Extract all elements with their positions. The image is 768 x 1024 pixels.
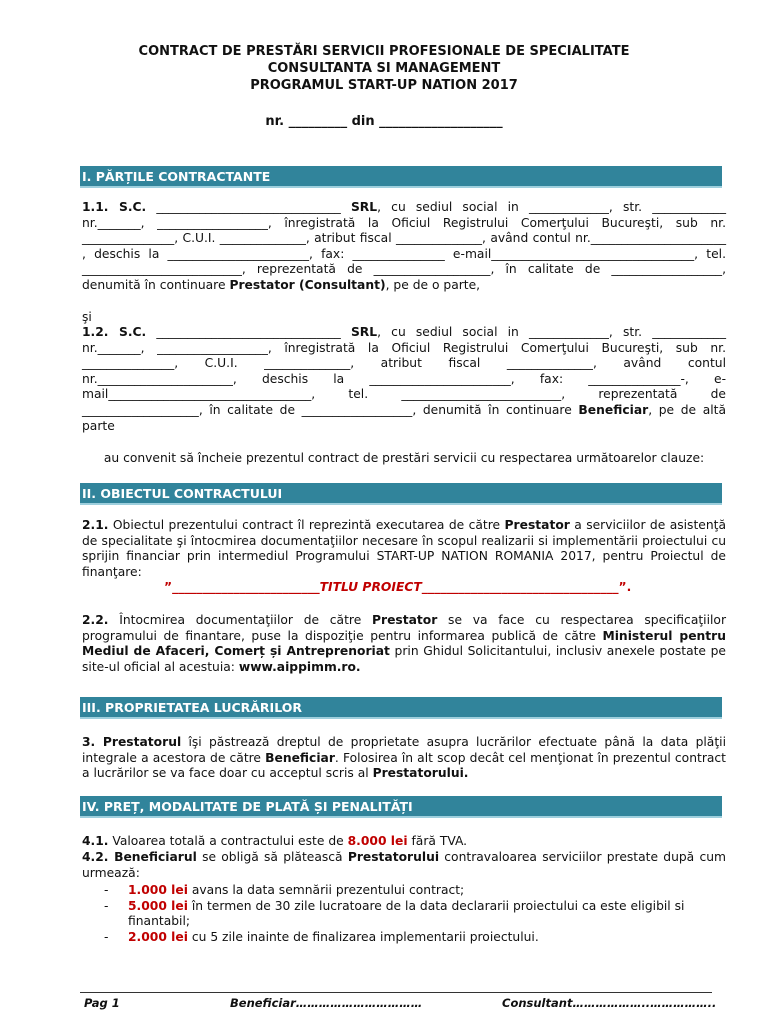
- clause-2-2-ministry: Ministerul pentru Mediul de Afaceri, Comerț și Antreprenoriat: [82, 628, 726, 659]
- section-heading-ownership: III. PROPRIETATEA LUCRĂRILOR: [80, 697, 722, 719]
- clause-3-text-a: îşi păstrează dreptul de proprietate asupra lucrărilor efectuate până la data plăţii integrale a acestora de către: [82, 735, 726, 765]
- installment-dash: -: [104, 883, 109, 897]
- footer-page-number: Pag 1: [84, 996, 120, 1010]
- clause-4-2-number: 4.2.: [82, 850, 109, 864]
- clause-2-2-website: www.aippimm.ro.: [238, 659, 361, 674]
- clause-3-prestatorul: Prestatorul: [95, 735, 182, 749]
- party-1-role: Prestator (Consultant): [229, 277, 386, 292]
- installment-description: avans la data semnării prezentului contract;: [187, 883, 465, 897]
- party-1-number: 1.1. S.C.: [82, 200, 147, 214]
- project-title-line: [164, 580, 724, 596]
- list-item: [104, 930, 724, 946]
- clause-2-1-number: 2.1.: [82, 518, 109, 532]
- party-2-name-blank: ______________________________: [146, 325, 351, 339]
- clause-2-1: [82, 518, 726, 580]
- project-title-placeholder: TITLU PROIECT: [319, 580, 422, 594]
- installment-description: cu 5 zile inainte de finalizarea implementarii proiectului.: [187, 929, 539, 944]
- party-1-end: , pe de o parte,: [385, 277, 481, 292]
- party-1-details: , cu sediul social in _____________, str. ____________ nr._______, __________________, înregistrată la Oficiul Registrului Comerţului Bucureşti, sub nr. _______________, C.U.I. ______________, atribut fiscal ______________, având contul nr.______________________ , deschis la _______________________, fax: _______________ e-mail_________________________________, tel. __________________________, reprezentată de ___________________, în calitate de __________________, denumită în continuare: [82, 200, 726, 292]
- section-heading-parties: I. PĂRȚILE CONTRACTANTE: [80, 166, 722, 188]
- clause-2-2-text-b: se va face cu respectarea specificaţiilor programului de finantare, puse la dispoziţie pentru informarea publică de către: [82, 613, 727, 643]
- contract-total-value: 8.000 lei: [347, 834, 408, 848]
- installment-list: [104, 883, 724, 945]
- contract-title-line-3: PROGRAMUL START-UP NATION 2017: [250, 78, 518, 93]
- clause-2-1-text-a: Obiectul prezentului contract îl reprezintă executarea de către: [108, 518, 505, 532]
- list-item: [104, 883, 724, 899]
- party-2-end: , pe de altă parte: [82, 402, 727, 433]
- clause-2-1-prestator: Prestator: [504, 518, 570, 532]
- clause-4-1: [82, 834, 726, 850]
- installment-dash: -: [104, 929, 109, 944]
- footer-divider: [80, 992, 712, 993]
- clause-3-prestatorului: Prestatorului.: [372, 766, 469, 781]
- clause-3: [82, 735, 726, 782]
- footer-beneficiar-signature: Beneficiar……………………………: [230, 996, 423, 1010]
- clause-4-2-beneficiarul: Beneficiarul: [108, 850, 197, 864]
- clause-4-1-text-b: fără TVA.: [407, 834, 468, 848]
- party-1-name-blank: ______________________________: [146, 200, 351, 214]
- party-2-details: , cu sediul social in _____________, str. ____________ nr._______, __________________, înregistrată la Oficiul Registrului Comerţului Bucureşti, sub nr. _______________, C.U.I. ______________, atribut fiscal ______________, având contul nr.______________________, deschis la _______________________, fax: _______________-, e-mail_________________________________, tel. __________________________, reprezentată de ___________________, în calitate de __________________, denumită în continuare: [82, 325, 726, 417]
- clause-2-2-number: 2.2.: [82, 613, 109, 627]
- list-item: [104, 899, 724, 930]
- clause-3-text-b: . Folosirea în alt scop decât cel menţionat în prezentul contract a lucrărilor se va face doar cu acceptul scris al: [82, 750, 726, 781]
- project-title-suffix: ________________________________”.: [421, 580, 632, 594]
- installment-dash: -: [104, 898, 109, 913]
- party-1-srl: SRL: [350, 200, 378, 214]
- clause-4-1-number: 4.1.: [82, 834, 109, 848]
- clause-2-1-text-b: a serviciilor de asistenţă de specialitate şi întocmirea documentaţiilor necesare în scopul realizarii si implementării proiectului cu sprijin financiar prin intermediul Programului START-UP NATION ROMANIA 2017, pentru Proiectul de finanţare:: [82, 518, 727, 579]
- footer-consultant-signature: Consultant………………..……………..: [502, 996, 717, 1010]
- clause-2-2: [82, 613, 726, 675]
- agreement-sentence: au convenit să încheie prezentul contract de prestări servicii cu respectarea următoarelor clauze:: [103, 451, 705, 465]
- installment-text: [128, 899, 724, 930]
- party-2-role: Beneficiar: [578, 402, 649, 417]
- conjunction-and: şi: [82, 310, 92, 324]
- installment-amount: 1.000 lei: [128, 883, 188, 897]
- installment-description: în termen de 30 zile lucratoare de la data declararii proiectului ca este eligibil si finantabil;: [128, 898, 685, 929]
- clause-2-2-prestator: Prestator: [372, 613, 438, 627]
- party-2-number: 1.2. S.C.: [82, 325, 147, 339]
- clause-4-2: [82, 850, 726, 881]
- clause-4-2-text-a: se obligă să plătească: [196, 850, 348, 864]
- contract-title-line-1: CONTRACT DE PRESTĂRI SERVICII PROFESIONALE DE SPECIALITATE: [138, 44, 630, 59]
- party-2-srl: SRL: [350, 325, 378, 339]
- clause-2-2-text-a: Întocmirea documentaţiilor de către: [108, 613, 372, 627]
- installment-amount: 2.000 lei: [128, 929, 188, 944]
- clause-2-2-text-c: prin Ghidul Solicitantului, inclusiv anexele postate pe site-ul oficial al acestuia:: [82, 644, 726, 674]
- installment-amount: 5.000 lei: [128, 898, 188, 913]
- party-1-paragraph: [82, 200, 726, 294]
- section-heading-object: II. OBIECTUL CONTRACTULUI: [80, 483, 722, 505]
- clause-3-beneficiar: Beneficiar: [265, 750, 335, 765]
- installment-text: [128, 883, 724, 899]
- project-title-prefix: ”________________________: [164, 580, 320, 594]
- contract-title-line-2: CONSULTANTA SI MANAGEMENT: [267, 61, 501, 76]
- clause-4-2-text-b: contravaloarea serviciilor prestate după cum urmează:: [82, 850, 726, 880]
- party-2-paragraph: [82, 325, 726, 434]
- clause-4-2-prestatorului: Prestatorului: [347, 850, 440, 864]
- contract-number-line: nr. _________ din ___________________: [265, 114, 503, 129]
- clause-4-1-text-a: Valoarea totală a contractului este de: [108, 834, 348, 848]
- clause-3-number: 3.: [82, 735, 96, 749]
- installment-text: [128, 930, 724, 946]
- section-heading-price: IV. PREȚ, MODALITATE DE PLATĂ ȘI PENALITĂȚI: [80, 796, 722, 818]
